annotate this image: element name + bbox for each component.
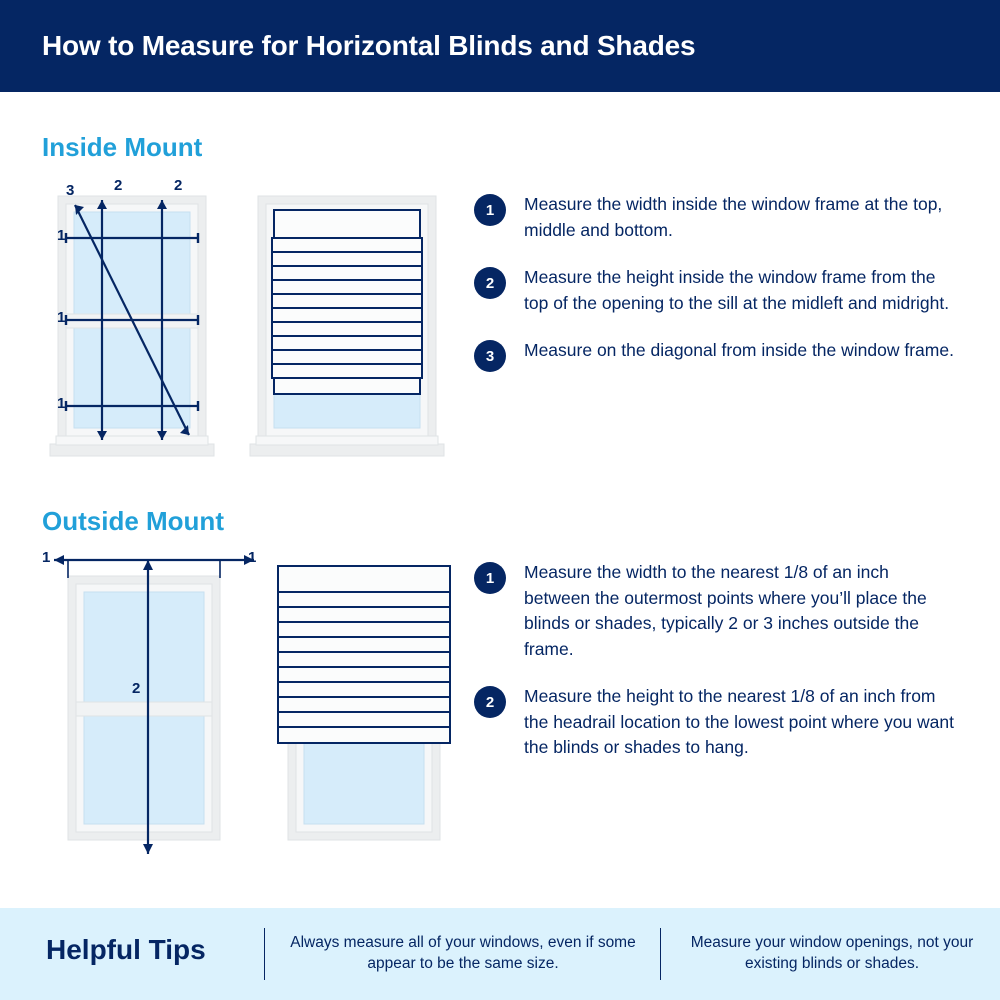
step-badge: 2 — [474, 267, 506, 299]
step-text: Measure the height to the nearest 1/8 of an inch from the headrail location to the lowest point where you want the blinds or shades to hang. — [524, 686, 954, 757]
inside-label-diagonal: 3 — [66, 182, 75, 199]
step-badge: 2 — [474, 686, 506, 718]
inside-label-width-top: 1 — [57, 227, 66, 244]
step-item — [474, 338, 974, 372]
step-item — [474, 265, 974, 316]
page-title: How to Measure for Horizontal Blinds and Shades — [42, 30, 696, 61]
section-title-inside-mount: Inside Mount — [42, 132, 203, 162]
outside-mount-steps — [474, 560, 974, 783]
section-title-outside-mount: Outside Mount — [42, 506, 224, 536]
inside-mount-diagram — [36, 178, 456, 468]
step-badge: 1 — [474, 194, 506, 226]
outside-label-width-right: 1 — [248, 549, 257, 566]
helpful-tips-title: Helpful Tips — [46, 934, 206, 965]
inside-label-height-right: 2 — [174, 177, 183, 194]
step-text: Measure the width to the nearest 1/8 of an inch between the outermost points where you’ll place the blinds or shades, typically 2 or 3 inches outside the frame. — [524, 562, 927, 659]
step-item — [474, 192, 974, 243]
step-badge: 1 — [474, 562, 506, 594]
outside-mount-diagram — [36, 548, 456, 868]
inside-label-width-bottom: 1 — [57, 395, 66, 412]
inside-mount-steps — [474, 192, 974, 394]
step-text: Measure the width inside the window frame at the top, middle and bottom. — [524, 194, 943, 240]
outside-label-width-left: 1 — [42, 549, 51, 566]
helpful-tip: Always measure all of your windows, even if some appear to be the same size. — [290, 934, 636, 972]
step-item — [474, 560, 974, 662]
footer-divider — [264, 928, 265, 980]
inside-label-width-middle: 1 — [57, 309, 66, 326]
step-text: Measure the height inside the window frame from the top of the opening to the sill at the midleft and midright. — [524, 267, 950, 313]
step-text: Measure on the diagonal from inside the window frame. — [524, 340, 954, 360]
inside-label-height-left: 2 — [114, 177, 123, 194]
footer-divider — [660, 928, 661, 980]
outside-label-height: 2 — [132, 680, 141, 697]
helpful-tip: Measure your window openings, not your existing blinds or shades. — [690, 934, 974, 972]
step-badge: 3 — [474, 340, 506, 372]
step-item — [474, 684, 974, 761]
